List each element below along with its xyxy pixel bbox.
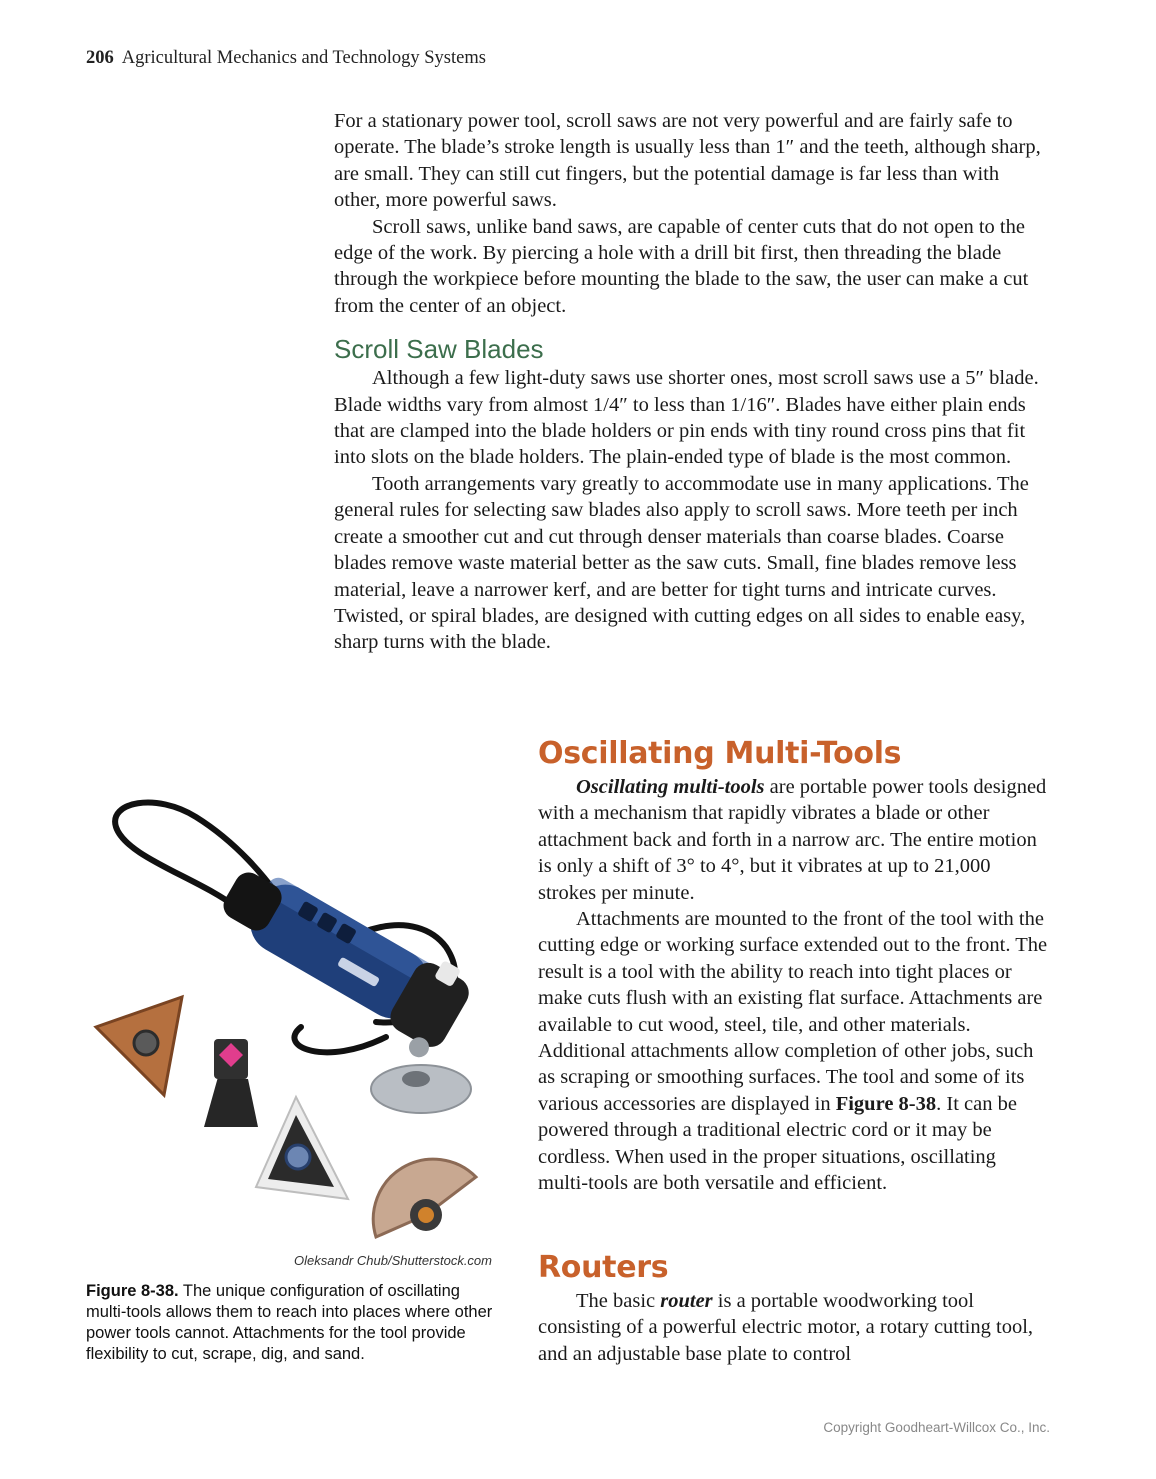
photo-credit: Oleksandr Chub/Shutterstock.com	[294, 1253, 492, 1268]
blades-paragraph-2: Tooth arrangements vary greatly to accommodate use in many applications. The general rules for selecting saw blades also apply to scroll saws. More teeth per inch create a smoother cut and cut through denser materials than coarse blades. Coarse blades remove waste material better as the saw cuts. Small, fine blades remove less material, leave a narrower kerf, and are better for tight turns and intricate curves. Twisted, or spiral blades, are designed with cutting edges on all sides to enable easy, sharp turns with the blade.	[334, 472, 1029, 654]
oscillating-section	[538, 734, 1050, 1197]
oscillating-paragraph-1	[538, 774, 1050, 906]
oscillating-paragraph-2-text-a: Attachments are mounted to the front of the tool with the cutting edge or working surface extended out to the front. The result is a tool with the ability to reach into tight places or make cuts flush with an existing flat surface. Attachments are available to cut wood, steel, tile, and other materials. Additional attachments allow completion of other jobs, such as scraping or smoothing surfaces. The tool and some of its various accessories are displayed in	[538, 908, 1048, 1115]
multi-tool-illustration	[86, 797, 498, 1245]
copyright-notice: Copyright Goodheart-Willcox Co., Inc.	[823, 1420, 1050, 1435]
figure-caption	[86, 1281, 498, 1365]
figure-label: Figure 8-38.	[86, 1282, 179, 1300]
oscillating-term: Oscillating multi-tools	[576, 776, 765, 798]
figure-photo	[86, 797, 498, 1245]
oscillating-heading: Oscillating Multi-Tools	[538, 736, 902, 771]
main-column	[334, 108, 1050, 656]
scroll-saw-blades-heading: Scroll Saw Blades	[334, 334, 544, 365]
oscillating-paragraph-1-text: are portable power tools designed with a mechanism that rapidly vibrates a blade or other attachment back and forth in a narrow arc. The entire motion is only a shift of 3° to 4°, but it vibrates at up to 21,000 strokes per minute.	[538, 776, 1047, 904]
routers-paragraph-text-a: The basic	[576, 1290, 661, 1312]
routers-paragraph-1	[538, 1288, 1050, 1367]
figure-reference: Figure 8-38	[835, 1092, 937, 1115]
oscillating-paragraph-2	[538, 906, 1050, 1196]
figure-caption-text: The unique configuration of oscillating multi-tools allows them to reach into places where other power tools cannot. Attachments for the tool provide flexibility to cut, scrape, dig, and sand.	[86, 1282, 493, 1363]
router-term: router	[660, 1290, 713, 1312]
intro-paragraph-2: Scroll saws, unlike band saws, are capable of center cuts that do not open to the edge of the work. By piercing a hole with a drill bit first, then threading the blade through the workpiece before mounting the blade to the saw, the user can make a cut from the center of an object.	[334, 215, 1029, 317]
oscillating-paragraph-2-text-b: . It can be powered through a traditional electric cord or it may be cordless. When used in the proper situations, oscillating multi-tools are both versatile and efficient.	[538, 1092, 1017, 1195]
blades-paragraph-1: Although a few light-duty saws use shorter ones, most scroll saws use a 5″ blade. Blade widths vary from almost 1/4″ to less than 1/16″. Blades have either plain ends that are clamped into the blade holders or pin ends with tiny round cross pins that fit into slots on the blade holders. The plain-ended type of blade is the most common.	[334, 367, 1039, 469]
intro-paragraph-1: For a stationary power tool, scroll saws are not very powerful and are fairly safe to operate. The blade’s stroke length is usually less than 1″ and the teeth, although sharp, are small. They can still cut fingers, but the potential damage is far less than with other, more powerful saws.	[334, 110, 1041, 212]
running-head	[86, 48, 486, 69]
book-title: Agricultural Mechanics and Technology Systems	[121, 48, 486, 68]
routers-paragraph-text-b: is a portable woodworking tool consisting of a powerful electric motor, a rotary cutting tool, and an adjustable base plate to control	[538, 1290, 1034, 1365]
routers-section	[538, 1248, 1050, 1367]
routers-heading: Routers	[538, 1250, 669, 1285]
page-number: 206	[86, 48, 114, 68]
